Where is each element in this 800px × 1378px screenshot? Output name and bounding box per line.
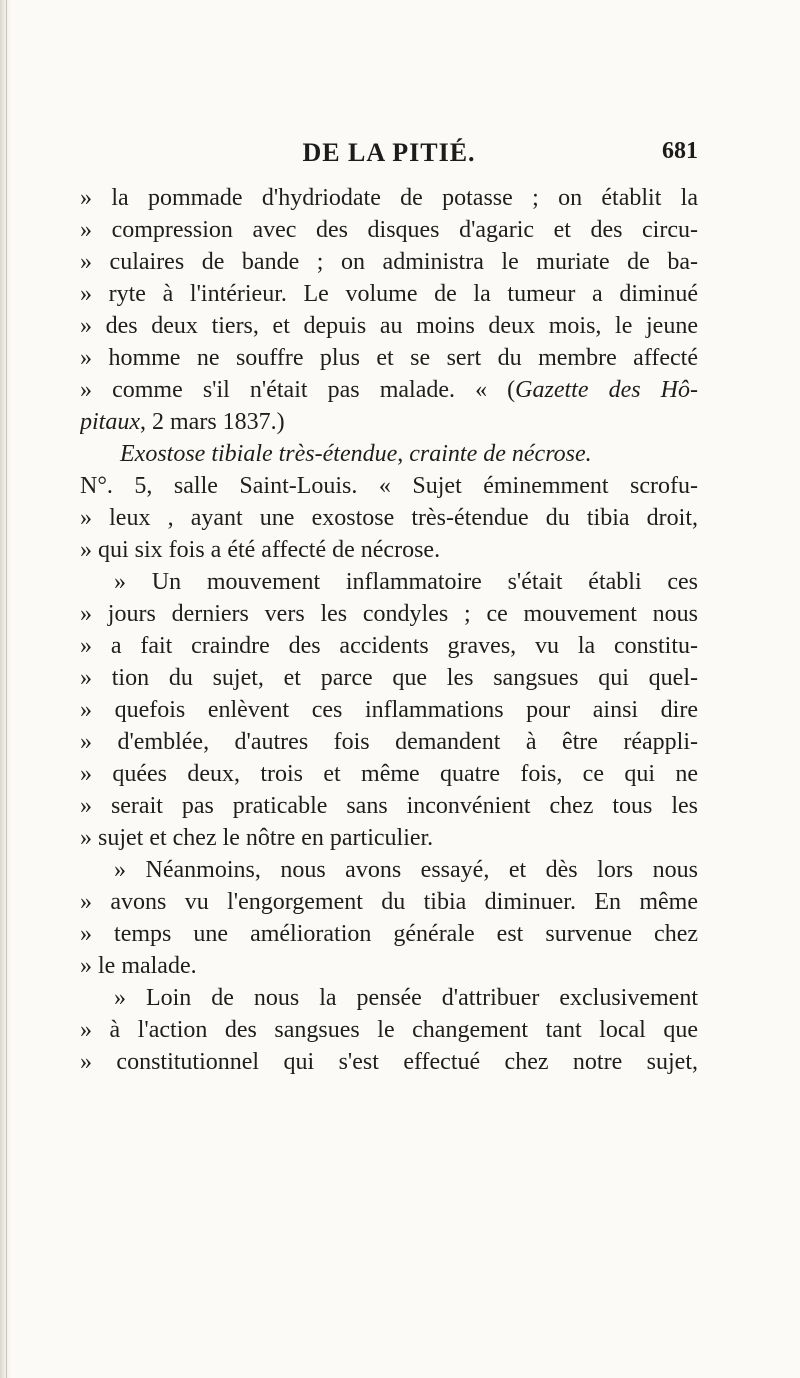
page-number: 681 xyxy=(662,138,698,164)
text-line xyxy=(80,790,698,822)
line-text: » à l'action des sangsues le changement tant local que xyxy=(80,1017,698,1043)
text-line xyxy=(80,1046,698,1078)
line-text: » constitutionnel qui s'est effectué chez notre sujet, xyxy=(80,1049,698,1075)
italic-text: Exostose tibiale très-étendue xyxy=(120,441,398,467)
line-text: » sujet et chez le nôtre en particulier. xyxy=(80,825,434,851)
text-line xyxy=(80,246,698,278)
italic-text: crainte de nécrose. xyxy=(409,441,592,467)
line-text: » ryte à l'intérieur. Le volume de la tumeur a diminué xyxy=(80,281,698,307)
running-title: DE LA PITIÉ. xyxy=(302,138,476,167)
text-line xyxy=(80,278,698,310)
line-text: » jours derniers vers les condyles ; ce mouvement nous xyxy=(80,601,698,627)
line-text: » la pommade d'hydriodate de potasse ; on établit la xyxy=(80,185,698,211)
text-line xyxy=(80,566,698,598)
line-text: N°. 5, salle Saint-Louis. « Sujet éminemment scrofu- xyxy=(80,473,698,499)
text-line xyxy=(80,598,698,630)
text-line xyxy=(80,374,698,406)
line-text: » leux , ayant une exostose très-étendue du tibia droit, xyxy=(80,505,698,531)
body-text xyxy=(80,182,698,1078)
line-text: » temps une amélioration générale est survenue chez xyxy=(80,921,698,947)
italic-text: pitaux xyxy=(80,409,140,435)
page-header xyxy=(80,138,698,174)
line-text: » Loin de nous la pensée d'attribuer exclusivement xyxy=(114,985,698,1011)
text-line xyxy=(80,886,698,918)
line-text: , xyxy=(397,441,410,467)
text-line xyxy=(80,470,698,502)
text-line xyxy=(80,534,698,566)
text-line xyxy=(80,502,698,534)
text-line xyxy=(80,182,698,214)
line-text: » Néanmoins, nous avons essayé, et dès lors nous xyxy=(114,857,698,883)
text-line xyxy=(80,1014,698,1046)
line-text: » des deux tiers, et depuis au moins deux mois, le jeune xyxy=(80,313,698,339)
text-line xyxy=(80,918,698,950)
text-line xyxy=(80,758,698,790)
line-text: » tion du sujet, et parce que les sangsues qui quel- xyxy=(80,665,698,691)
line-text: » avons vu l'engorgement du tibia diminuer. En même xyxy=(80,889,698,915)
line-text: » qui six fois a été affecté de nécrose. xyxy=(80,537,441,563)
line-text: » comme s'il n'était pas malade. « ( xyxy=(80,377,516,403)
text-line xyxy=(80,630,698,662)
text-line xyxy=(80,342,698,374)
text-line xyxy=(80,950,698,982)
text-line xyxy=(80,726,698,758)
text-line xyxy=(80,662,698,694)
text-line xyxy=(80,982,698,1014)
line-text: » le malade. xyxy=(80,953,197,979)
text-line xyxy=(80,438,698,470)
line-text: » serait pas praticable sans inconvénient chez tous les xyxy=(80,793,698,819)
page-edge-line xyxy=(6,0,7,1378)
line-text: » compression avec des disques d'agaric et des circu- xyxy=(80,217,698,243)
text-line xyxy=(80,694,698,726)
line-text: » culaires de bande ; on administra le muriate de ba- xyxy=(80,249,698,275)
line-text: » quées deux, trois et même quatre fois, ce qui ne xyxy=(80,761,698,787)
line-text: » homme ne souffre plus et se sert du membre affecté xyxy=(80,345,698,371)
text-line xyxy=(80,822,698,854)
line-text: , 2 mars 1837.) xyxy=(140,409,285,435)
text-line xyxy=(80,214,698,246)
line-text: » Un mouvement inflammatoire s'était établi ces xyxy=(114,569,698,595)
italic-text: Gazette des Hô- xyxy=(515,377,698,403)
line-text: » a fait craindre des accidents graves, vu la constitu- xyxy=(80,633,698,659)
line-text: » quefois enlèvent ces inflammations pour ainsi dire xyxy=(80,697,698,723)
text-line xyxy=(80,854,698,886)
text-line xyxy=(80,310,698,342)
text-line xyxy=(80,406,698,438)
line-text: » d'emblée, d'autres fois demandent à être réappli- xyxy=(80,729,698,755)
